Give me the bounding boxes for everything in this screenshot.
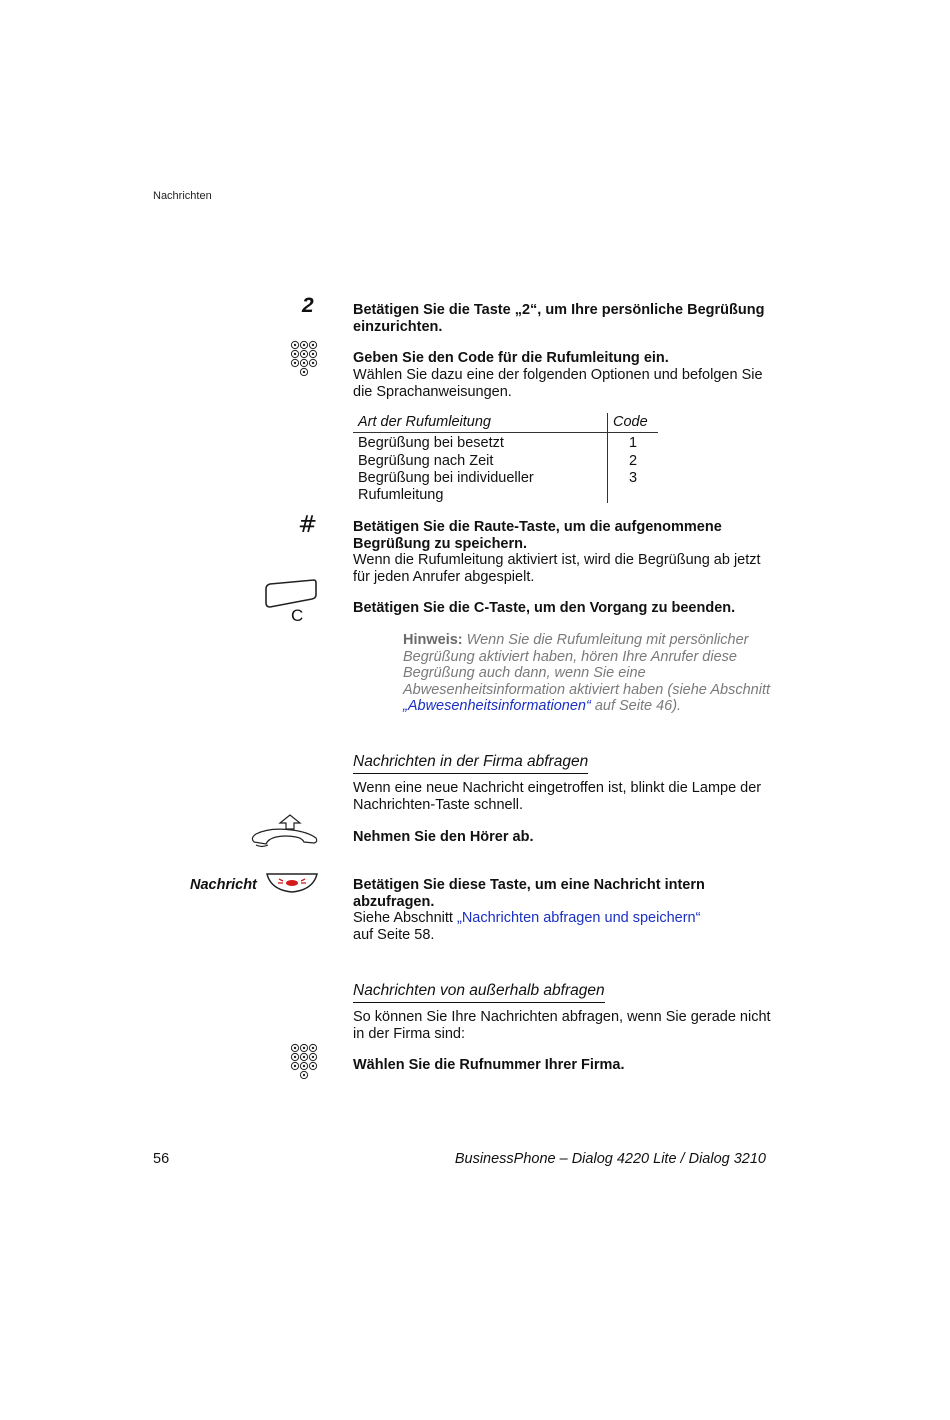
forwarding-code-table (353, 413, 658, 503)
hash-key-icon: # (298, 512, 318, 538)
keypad-icon (289, 1043, 321, 1087)
heading-external: Nachrichten von außerhalb abfragen (353, 982, 605, 1003)
table-cell-code: 1 (608, 433, 659, 452)
table-row (353, 433, 658, 452)
message-key-icon (265, 872, 319, 894)
note-link[interactable]: „Abwesenheitsinformationen“ (403, 698, 591, 714)
table-header-code: Code (608, 413, 659, 433)
key-2-icon: 2 (302, 294, 314, 317)
step-hash-title: Betätigen Sie die Raute-Taste, um die aufgenommene Begrüßung zu speichern. (353, 519, 722, 552)
note-text-after: auf Seite 46). (590, 698, 682, 714)
table-cell-code: 2 (608, 452, 659, 470)
step-ckey-title: Betätigen Sie die C-Taste, um den Vorgang zu beenden. (353, 600, 736, 616)
keypad-icon (289, 340, 321, 384)
step-message-text-before: Siehe Abschnitt (353, 910, 457, 926)
step-hash-text: Wenn die Rufumleitung aktiviert ist, wird die Begrüßung ab jetzt für jeden Anrufer abgespielt. (353, 552, 761, 585)
clear-key-label: C (291, 606, 304, 625)
section-header: Nachrichten (153, 190, 212, 202)
table-cell-type-text: Begrüßung bei individueller Rufumleitung (358, 470, 534, 503)
internal-text: Wenn eine neue Nachricht eingetroffen ist, blinkt die Lampe der Nachrichten-Taste schnell. (353, 780, 762, 813)
table-row (353, 469, 658, 503)
step-key2-title: Betätigen Sie die Taste „2“, um Ihre persönliche Begrüßung einzurichten. (353, 302, 765, 335)
table-row (353, 452, 658, 470)
step-dial-title: Wählen Sie die Rufnummer Ihrer Firma. (353, 1057, 625, 1073)
heading-internal: Nachrichten in der Firma abfragen (353, 753, 588, 774)
step-code-text: Wählen Sie dazu eine der folgenden Optionen und befolgen Sie die Sprachanweisungen. (353, 367, 763, 400)
table-cell-type: Begrüßung nach Zeit (358, 452, 494, 469)
page-number: 56 (153, 1151, 170, 1167)
table-cell-type (353, 469, 608, 503)
step-message-link[interactable]: „Nachrichten abfragen und speichern“ (457, 910, 701, 926)
handset-lift-icon (246, 812, 320, 850)
note-text: Wenn Sie die Rufumleitung mit persönlicher Begrüßung aktiviert haben, hören Ihre Anrufer diese Begrüßung auch dann, wenn Sie eine Abwesenheitsinformation aktiviert haben (siehe Abschnitt (403, 632, 770, 698)
table-cell-code: 3 (608, 469, 659, 503)
note (403, 632, 773, 715)
table-cell-type: Begrüßung bei besetzt (358, 435, 504, 451)
footer-product: BusinessPhone – Dialog 4220 Lite / Dialog 3210 (454, 1151, 766, 1167)
step-message-text (353, 910, 723, 943)
message-key-label: Nachricht (190, 877, 257, 893)
note-label: Hinweis: (403, 632, 463, 648)
clear-key-icon (264, 579, 318, 609)
step-message-text-after: auf Seite 58. (353, 926, 435, 943)
table-header-type: Art der Rufumleitung (353, 413, 608, 433)
external-text: So können Sie Ihre Nachrichten abfragen, wenn Sie gerade nicht in der Firma sind: (353, 1009, 771, 1042)
step-message-title: Betätigen Sie diese Taste, um eine Nachricht intern abzufragen. (353, 877, 705, 910)
step-code-title: Geben Sie den Code für die Rufumleitung ein. (353, 350, 669, 366)
step-handset-title: Nehmen Sie den Hörer ab. (353, 829, 534, 845)
table-header-row (353, 413, 658, 433)
